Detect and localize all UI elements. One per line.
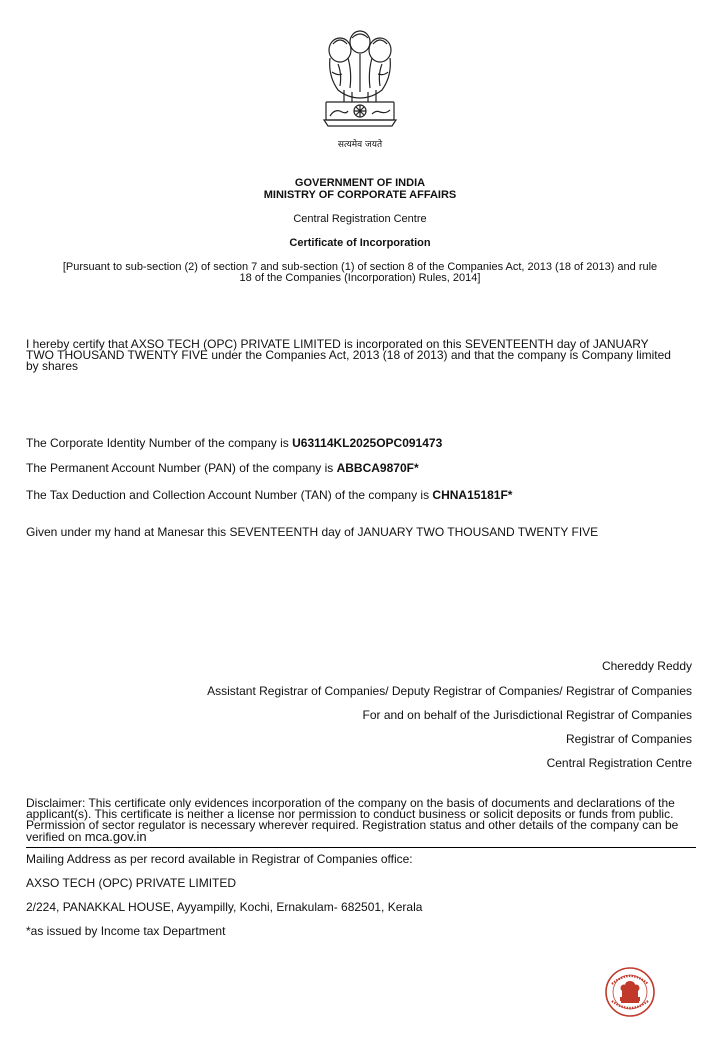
signatory-behalf: For and on behalf of the Jurisdictional Registrar of Companies: [362, 708, 692, 722]
mca-link[interactable]: mca.gov.in: [84, 829, 147, 844]
pursuant-line-2: 18 of the Companies (Incorporation) Rules, 2014]: [239, 272, 481, 284]
signatory-designation: Assistant Registrar of Companies/ Deputy Registrar of Companies/ Registrar of Companies: [207, 684, 692, 698]
government-heading: GOVERNMENT OF INDIA: [294, 177, 426, 189]
mailing-address: 2/224, PANAKKAL HOUSE, Ayyampilly, Kochi, Ernakulam- 682501, Kerala: [26, 900, 423, 914]
national-motto: सत्यमेव जयते: [337, 140, 383, 150]
disclaimer-line-4: [26, 831, 694, 843]
ministry-seal-icon: [604, 966, 656, 1018]
certification-line-2: TWO THOUSAND TWENTY FIVE under the Companies Act, 2013 (18 of 2013) and that the company is Company limited: [26, 348, 671, 362]
disclaimer-verify-prefix: verified on: [26, 830, 85, 844]
disclaimer-divider: [26, 847, 696, 848]
pan-statement: [26, 462, 419, 475]
tax-note: *as issued by Income tax Department: [26, 924, 226, 938]
ministry-heading: MINISTRY OF CORPORATE AFFAIRS: [263, 189, 457, 201]
certification-line-1: I hereby certify that AXSO TECH (OPC) PRIVATE LIMITED is incorporated on this SEVENTEENTH day of JANUARY: [26, 337, 649, 351]
cin-statement: [26, 437, 442, 450]
centre-heading: Central Registration Centre: [293, 213, 427, 225]
pursuant-clause: [0, 262, 720, 284]
mailing-heading: Mailing Address as per record available in Registrar of Companies office:: [26, 852, 413, 866]
disclaimer: [26, 798, 694, 843]
cin-label: The Corporate Identity Number of the company is: [26, 436, 293, 450]
national-emblem-icon: [318, 28, 402, 138]
signatory-centre: Central Registration Centre: [546, 756, 692, 770]
certification-line-3: by shares: [26, 359, 79, 373]
disclaimer-line-1: Disclaimer: This certificate only evidences incorporation of the company on the basis of documents and declarations of the: [26, 796, 675, 810]
tan-value: CHNA15181F*: [432, 488, 513, 502]
pan-value: ABBCA9870F*: [336, 461, 419, 475]
given-under-statement: Given under my hand at Manesar this SEVENTEENTH day of JANUARY TWO THOUSAND TWENTY FIVE: [26, 525, 599, 539]
disclaimer-line-2: applicant(s). This certificate is neither a license nor permission to conduct business or solicit deposits or funds from public.: [26, 807, 674, 821]
tan-label: The Tax Deduction and Collection Account Number (TAN) of the company is: [26, 488, 433, 502]
certificate-title: Certificate of Incorporation: [289, 237, 431, 249]
cin-value: U63114KL2025OPC091473: [292, 436, 443, 450]
disclaimer-line-3: Permission of sector regulator is necessary wherever required. Registration status and other details of the company can be: [26, 818, 679, 832]
mailing-company: AXSO TECH (OPC) PRIVATE LIMITED: [26, 876, 237, 890]
certification-paragraph: [26, 339, 694, 372]
pursuant-line-1: [Pursuant to sub-section (2) of section 7 and sub-section (1) of section 8 of the Companies Act, 2013 (18 of 2013) and rule: [62, 261, 658, 273]
pan-label: The Permanent Account Number (PAN) of the company is: [26, 461, 337, 475]
tan-statement: [26, 489, 512, 502]
signatory-name: Chereddy Reddy: [601, 659, 692, 673]
signatory-office: Registrar of Companies: [565, 732, 692, 746]
